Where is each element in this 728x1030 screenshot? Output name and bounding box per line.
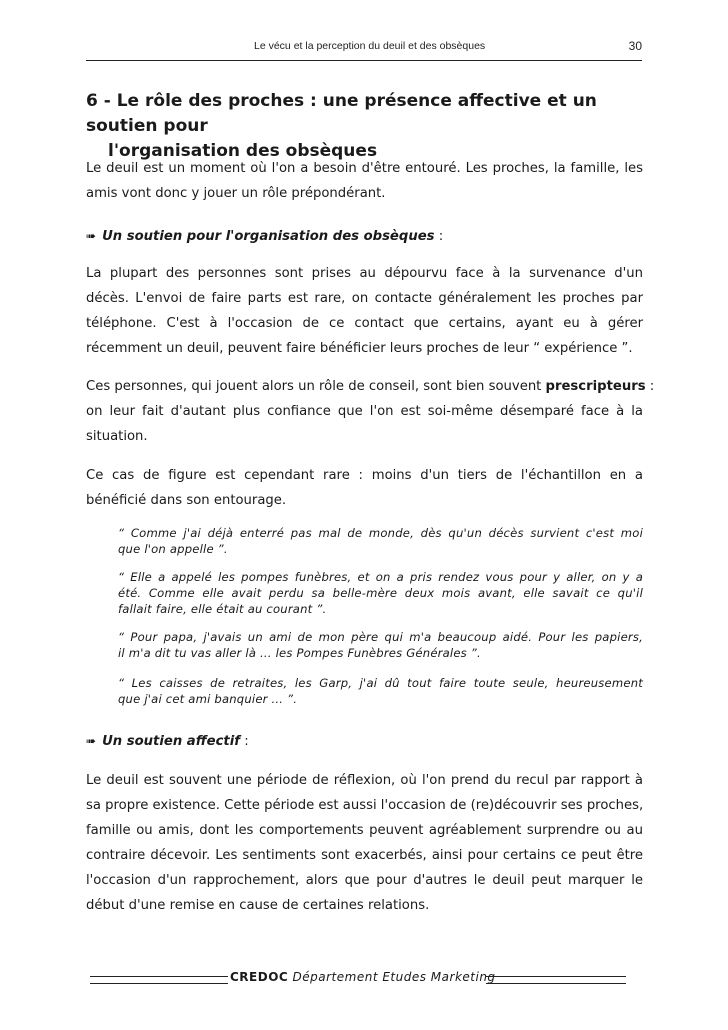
paragraph-3 <box>86 463 643 513</box>
text-line: contraire décevoir. Les sentiments sont exacerbés, ainsi pour certains ce peut être <box>86 848 643 863</box>
paragraph-1 <box>86 237 643 361</box>
section-heading-line2: l'organisation des obsèques <box>108 141 378 161</box>
footer-dept: Département Etudes Marketing <box>288 970 496 984</box>
text-line: bénéficié dans son entourage. <box>86 493 287 508</box>
text-line: été. Comme elle avait perdu sa belle-mère deux mois avant, elle savait ce qu'il <box>118 586 643 600</box>
section-heading <box>86 89 646 164</box>
text-line: famille ou amis, dont les comportements peuvent agréablement surprendre ou au <box>86 823 643 838</box>
text-line: que j'ai cet ami banquier ... ”. <box>118 692 298 706</box>
text-line: Le deuil est un moment où l'on a besoin d'être entouré. Les proches, la famille, les <box>86 161 643 176</box>
header-rule <box>86 60 642 61</box>
quote <box>118 675 643 707</box>
text-line: “ Comme j'ai déjà enterré pas mal de monde, dès qu'un décès survient c'est moi <box>118 526 643 540</box>
text-line: on leur fait d'autant plus confiance que l'on est soi-même désemparé face à la <box>86 404 643 419</box>
text-line: début d'une remise en cause de certaines relations. <box>86 898 430 913</box>
arrow-icon: ➠ <box>86 734 97 748</box>
intro-paragraph <box>86 156 643 206</box>
text-line: “ Pour papa, j'avais un ami de mon père qui m'a beaucoup aidé. Pour les papiers, <box>118 630 643 644</box>
text-line: décès. L'envoi de faire parts est rare, on contacte généralement les proches par <box>86 291 643 306</box>
paragraph-4 <box>86 768 643 918</box>
subheading-suffix: : <box>434 229 444 244</box>
text-line: téléphone. C'est à l'occasion de ce contact que certains, ayant eu à gérer <box>86 316 643 331</box>
text-line: sa propre existence. Cette période est aussi l'occasion de (re)découvrir ses proches, <box>86 798 644 813</box>
text-line: l'occasion d'un rapprochement, alors que pour d'autres le deuil peut marquer le <box>86 873 643 888</box>
footer-rule <box>486 983 626 984</box>
text-span: Ces personnes, qui jouent alors un rôle de conseil, sont bien souvent <box>86 379 546 394</box>
text-line: “ Les caisses de retraites, les Garp, j'ai dû tout faire toute seule, heureusement <box>118 676 643 690</box>
bold-term: prescripteurs <box>545 379 646 394</box>
text-line: que l'on appelle ”. <box>118 542 228 556</box>
page-number: 30 <box>628 39 642 53</box>
subheading-title: Un soutien affectif <box>102 734 240 749</box>
text-line: Ce cas de figure est cependant rare : moins d'un tiers de l'échantillon en a <box>86 468 643 483</box>
text-span: : <box>645 379 655 394</box>
quote <box>118 569 643 617</box>
text-line: Le deuil est souvent une période de réflexion, où l'on prend du recul par rapport à <box>86 773 643 788</box>
text-line: “ Elle a appelé les pompes funèbres, et on a pris rendez vous pour y aller, on y a <box>118 570 643 584</box>
subheading-title: Un soutien pour l'organisation des obsèques <box>102 229 435 244</box>
text-line: récemment un deuil, peuvent faire bénéficier leurs proches de leur “ expérience ”. <box>86 341 633 356</box>
text-line: il m'a dit tu vas aller là ... les Pompes Funèbres Générales ”. <box>118 646 481 660</box>
section-heading-line1: 6 - Le rôle des proches : une présence affective et un soutien pour <box>86 91 597 136</box>
text-line <box>86 374 655 399</box>
footer-rule <box>90 983 228 984</box>
footer-rule <box>90 976 228 977</box>
text-line: amis vont donc y jouer un rôle prépondérant. <box>86 186 386 201</box>
paragraph-2 <box>86 374 655 449</box>
text-line: La plupart des personnes sont prises au dépourvu face à la survenance d'un <box>86 266 643 281</box>
footer-rule <box>486 976 626 977</box>
text-line: situation. <box>86 429 148 444</box>
quote <box>118 525 643 557</box>
header-title: Le vécu et la perception du deuil et des obsèques <box>254 40 486 52</box>
footer <box>230 970 496 984</box>
quote <box>118 629 643 661</box>
text-line: fallait faire, elle était au courant ”. <box>118 602 327 616</box>
subheading-suffix: : <box>240 734 249 749</box>
subheading-affectif <box>86 731 249 752</box>
footer-org: CREDOC <box>230 970 289 984</box>
arrow-icon: ➠ <box>86 229 97 243</box>
